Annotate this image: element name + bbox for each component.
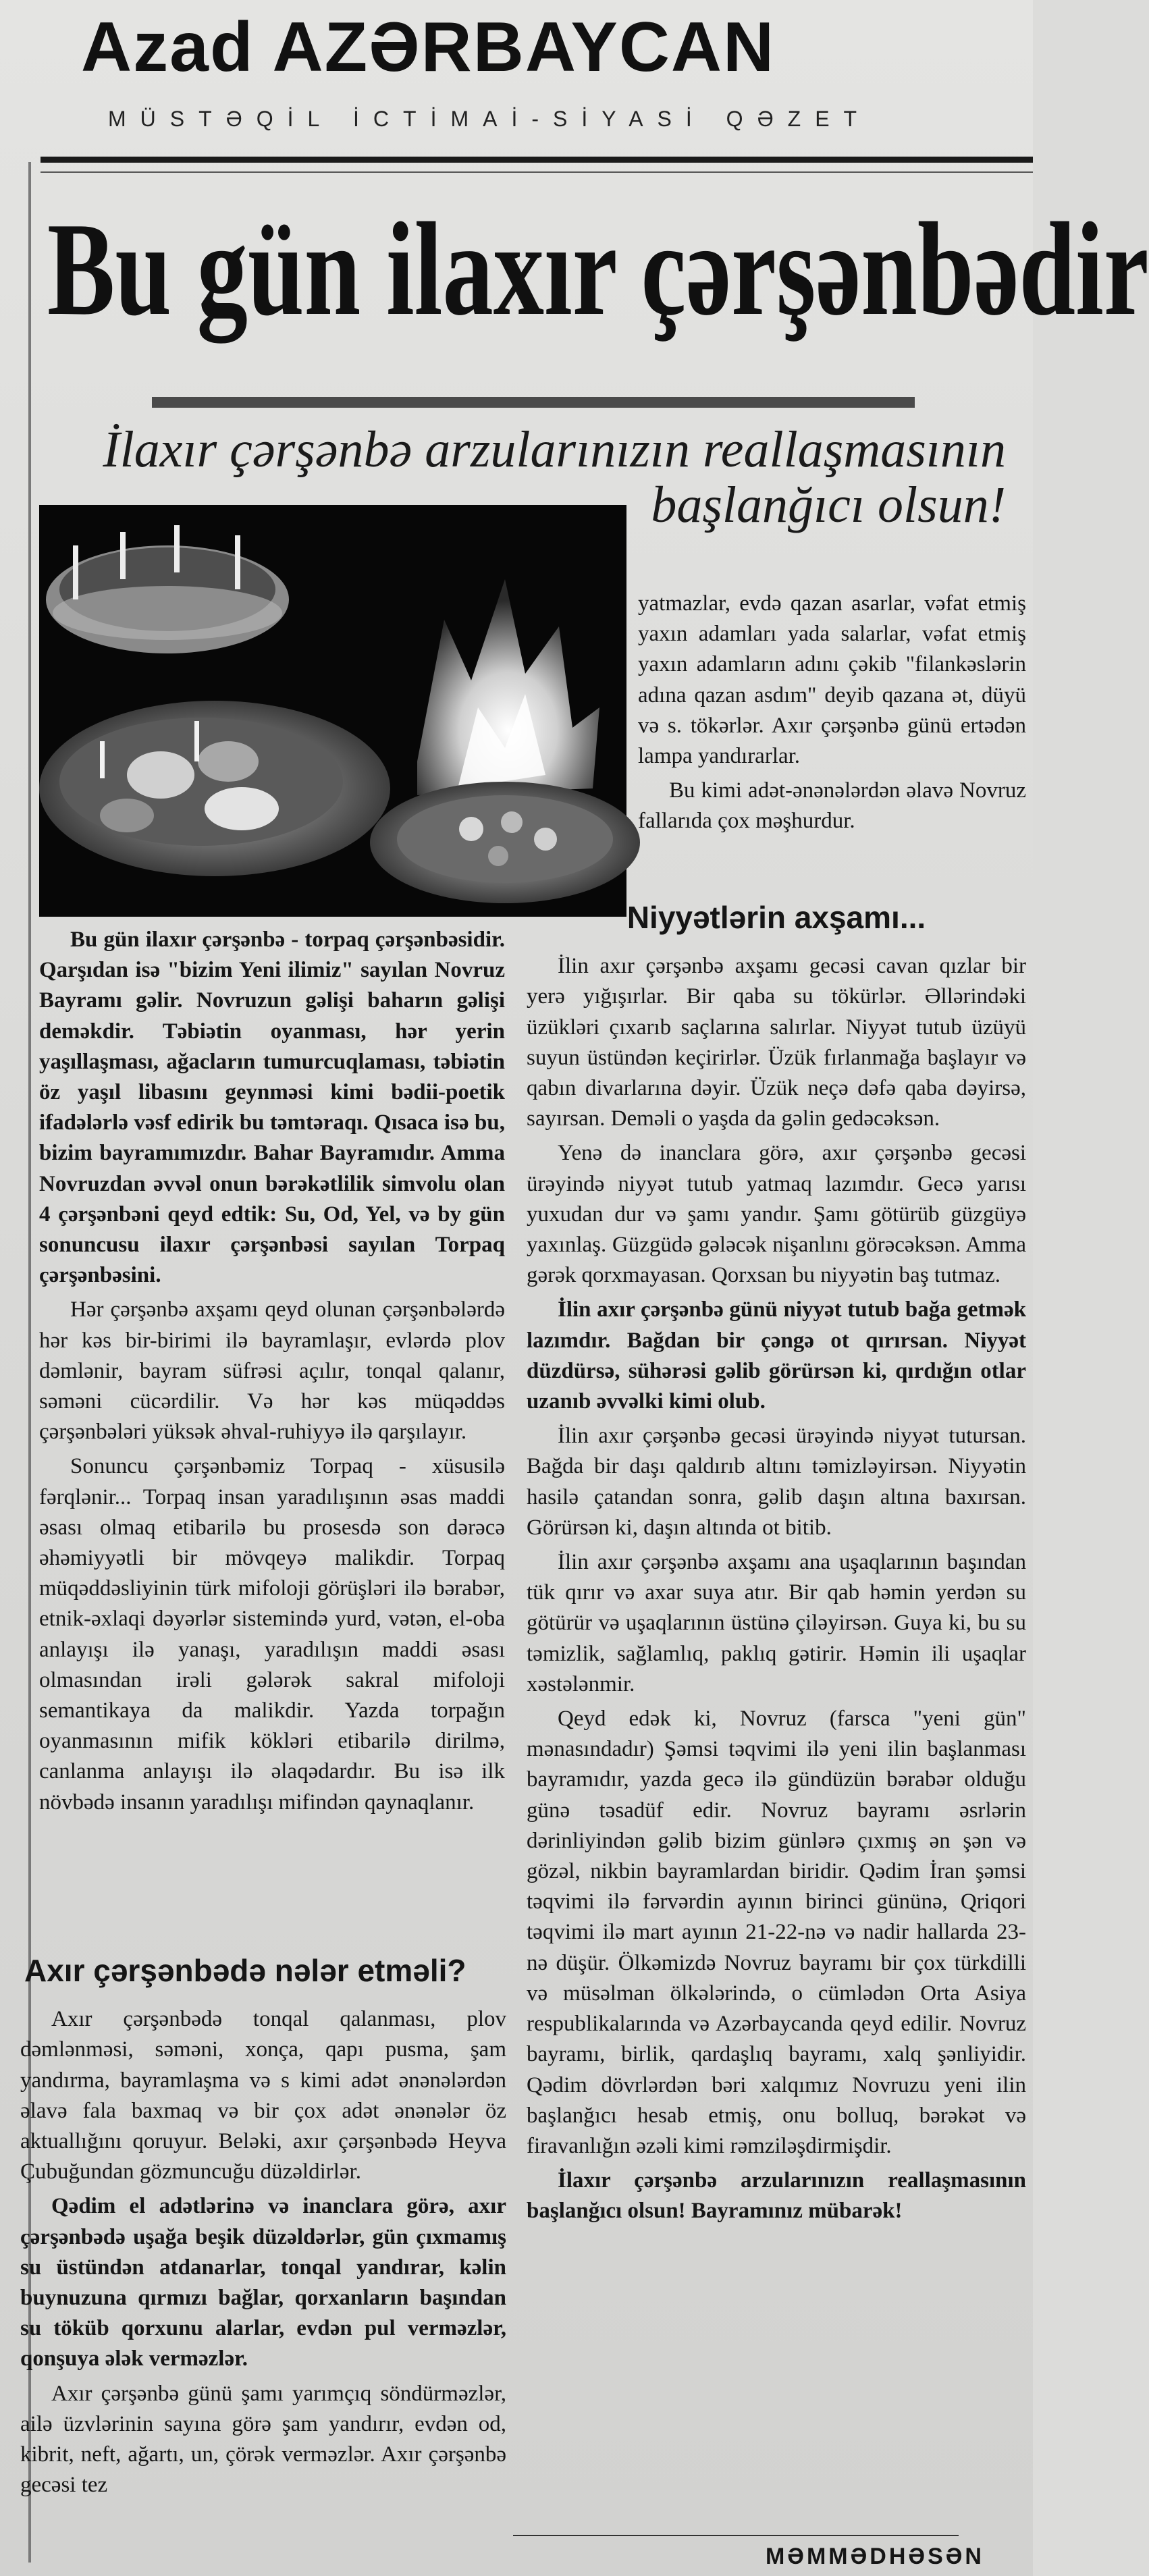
article-subheadline: İlaxır çərşənbə arzularınızın reallaşmasının başlanğıcı olsun! — [103, 421, 1006, 534]
paragraph: Axır çərşənbə günü şamı yarımçıq söndürməzlər, ailə üzvlərinin sayına görə şam yandırır, evdən od, kibrit, neft, ağartı, un, çörək verməzlər. Axır çərşənbə gecəsi tez — [20, 2381, 506, 2498]
masthead-thin-rule — [41, 171, 1033, 173]
headline-underline — [152, 397, 915, 408]
section-title: Axır çərşənbədə nələr etməli? — [24, 1953, 466, 1988]
masthead-title-part1: Azad — [81, 8, 255, 86]
paragraph: Bu kimi adət-ənənələrdən əlavə Novruz fallarıda çox məşhurdur. — [638, 778, 1026, 834]
closing-line: İlaxır çərşənbə arzularınızın reallaşmasının başlanğıcı olsun! Bayramınız mübarək! — [527, 2168, 1026, 2224]
section-title: Niyyətlərin axşamı... — [626, 900, 926, 935]
paragraph: İlin axır çərşənbə günü niyyət tutub bağa getmək lazımdır. Bağdan bir çəngə ot qırırsan. Niyyət düzdürsə, sühərəsi gəlib görürsən ki, qırdığın otlar uzanıb əvvəlki kimi olub. — [527, 1297, 1026, 1414]
article-headline: Bu gün ilaxır çərşənbədir — [47, 195, 1149, 343]
masthead-rule — [41, 157, 1033, 163]
left-column — [39, 925, 505, 1822]
masthead-subtitle: MÜSTƏQİL İCTİMAİ-SİYASİ QƏZET — [108, 107, 872, 131]
paragraph: İlin axır çərşənbə axşamı gecəsi cavan qızlar bir yerə yığışırlar. Bir qaba su tökürlər. Əllərindəki üzükləri çıxarıb saçlarına salırlar. Niyyət tutub üzüyü suyun üstündən keçirirlər. Üzük fırlanmağa başlayır və qabın divarlarına dəyir. Üzük neçə dəfə qaba dəyirsə, sayırsan. Deməli o yaşda da gəlin gedəcəksən. — [527, 954, 1026, 1131]
paragraph: İlin axır çərşənbə gecəsi ürəyində niyyət tutursan. Bağda bir daşı qaldırıb altını təmizləyirsən. Niyyətin hasilə çatandan sonra, gəlib daşın altına baxırsan. Görürsən ki, daşın altında ot bitib. — [527, 1424, 1026, 1540]
paragraph: Sonuncu çərşənbəmiz Torpaq - xüsusilə fərqlənir... Torpaq insan yaradılışının əsas maddi əsası olmaq etibarilə bu prosesdə son dərəcə əhəmiyyətli bir mövqeyə malikdir. Torpaq müqəddəsliyinin türk mifoloji görüşləri ilə bərabər, etnik-əxlaqi dəyərlər sistemində yurd, vətən, el-oba anlayışı ilə yanaşı, yaradılışın maddi əsası olmasından irəli gələrək sakral mifoloji semantikaya da malikdir. Yazda torpağın oyanmasının mifik kökləri etibarilə dirilmə, canlanma anlayışı ilə əlaqədardır. Bu isə ilk növbədə insanın yaradılışı mifindən qaynaqlanır. — [39, 1454, 505, 1815]
signature-rule — [513, 2535, 959, 2536]
author-signature: MƏMMƏDHƏSƏN — [765, 2544, 984, 2569]
festive-table-bonfire-icon — [39, 505, 626, 917]
paragraph: İlin axır çərşənbə axşamı ana uşaqlarının başından tük qırır və axar suya atır. Bir qab həmin yerdən su götürür və uşaqlarının üstünə çiləyirsən. Guya ki, bu su təmizlik, sağlamlıq, paklıq gətirir. Həmin ili uşaqlar xəstələnmir. — [527, 1550, 1026, 1696]
right-top-column — [638, 589, 1026, 841]
paragraph: Qədim el adətlərinə və inanclara görə, axır çərşənbədə uşağa beşik düzəldərlər, gün çıxmamış su üstündən atdanarlar, tonqal yandırar, kəlin buynuzuna qırmızı bağlar, qorxanların başından su töküb qorxunu alarlar, evdən pul verməzlər, qonşuya ələk verməzlər. — [20, 2194, 506, 2371]
novruz-photo — [39, 505, 626, 917]
masthead-title — [81, 8, 776, 86]
masthead-title-part2: AZƏRBAYCAN — [272, 8, 776, 86]
paragraph: Yenə də inanclara görə, axır çərşənbə gecəsi ürəyində niyyət tutub yatmaq lazımdır. Gecə yarısı yuxudan dur və şamı yandır. Şamı götürüb güzgüyə yaxınlaş. Güzgüdə gələcək nişanlını görəcəksən. Amma gərək qorxmayasan. Qorxsan bu niyyətin baş tutmaz. — [527, 1141, 1026, 1288]
paragraph: Hər çərşənbə axşamı qeyd olunan çərşənbələrdə hər kəs bir-birimi ilə bayramlaşır, evlərdə plov dəmlənir, bayram süfrəsi açılır, tonqal qalanır, səməni cücərdilir. Və hər kəs müqəddəs çərşənbələri yüksək əhval-ruhiyyə ilə qarşılayır. — [39, 1297, 505, 1445]
article-lead: Bu gün ilaxır çərşənbə - torpaq çərşənbəsidir. Qarşıdan isə "bizim Yeni ilimiz" sayılan Novruz Bayramı gəlir. Novruzun gəlişi baharın gəlişi deməkdir. Təbiətin oyanması, hər yerin yaşıllaşması, ağacların tumurcuqlaması, təbiətin öz yaşıl libasını geynməsi kimi bədii-poetik ifadələrlə vəsf edirik bu təmtəraqı. Qısaca isə bu, bizim bayramımızdır. Bahar Bayramıdır. Amma Novruzdan əvvəl onun bərəkətlilik simvolu olan 4 çərşənbəni qeyd edtik: Su, Od, Yel, və by gün sonuncusu ilaxır çərşənbəsi sayılan Torpaq çərşənbəsini. — [39, 928, 505, 1288]
section-intentions — [527, 891, 1026, 2231]
section-what-to-do — [20, 1944, 506, 2504]
paragraph: Qeyd edək ki, Novruz (farsca "yeni gün" mənasındadır) Şəmsi təqvimi ilə yeni ilin başlanması bayramıdır, yazda gecə ilə gündüzün bərabər olduğu günə təsadüf edir. Novruz bayramı əsrlərin dərinliyindən gəlib bizim günlərə çıxmış ən şən və gözəl, nikbin bayramlardan biridir. Qədim İran şəmsi təqvimi ilə fərvərdin ayının birinci gününə, Qriqori təqvimi ilə mart ayının 21-22-nə və nadir hallarda 23-nə düşür. Ölkəmizdə Novruz bayramı bir çox türkdilli və müsəlman ölkələrində, o cümlədən Orta Asiya respublikalarında və Azərbaycanda qeyd edilir. Novruz bayramı, birlik, qardaşlıq bayramı, xalq şənliyidir. Qədim dövrlərdən bəri xalqımız Novruzu yeni ilin başlanğıcı hesab etmiş, onu bolluq, bərəkət və firavanlığın əzəli kimi rəmziləşdirmişdir. — [527, 1707, 1026, 2158]
paragraph: yatmazlar, evdə qazan asarlar, vəfat etmiş yaxın adamları yada salarlar, vəfat etmiş yaxın adamların adını çəkib "filankəslərin adına qazan asdım" deyib qazana ət, düyü və s. tökərlər. Axır çərşənbə günü ertədən lampa yandırarlar. — [638, 591, 1026, 769]
paragraph: Axır çərşənbədə tonqal qalanması, plov dəmlənməsi, səməni, xonça, qapı pusma, şam yandırma, bayramlaşma və s kimi adət ənənələrdən əlavə fala baxmaq və bir çox adət ənənələr öz aktuallığını qoruyur. Beləki, axır çərşənbədə Heyva Çubuğundan gözmuncuğu düzəldirlər. — [20, 2007, 506, 2184]
